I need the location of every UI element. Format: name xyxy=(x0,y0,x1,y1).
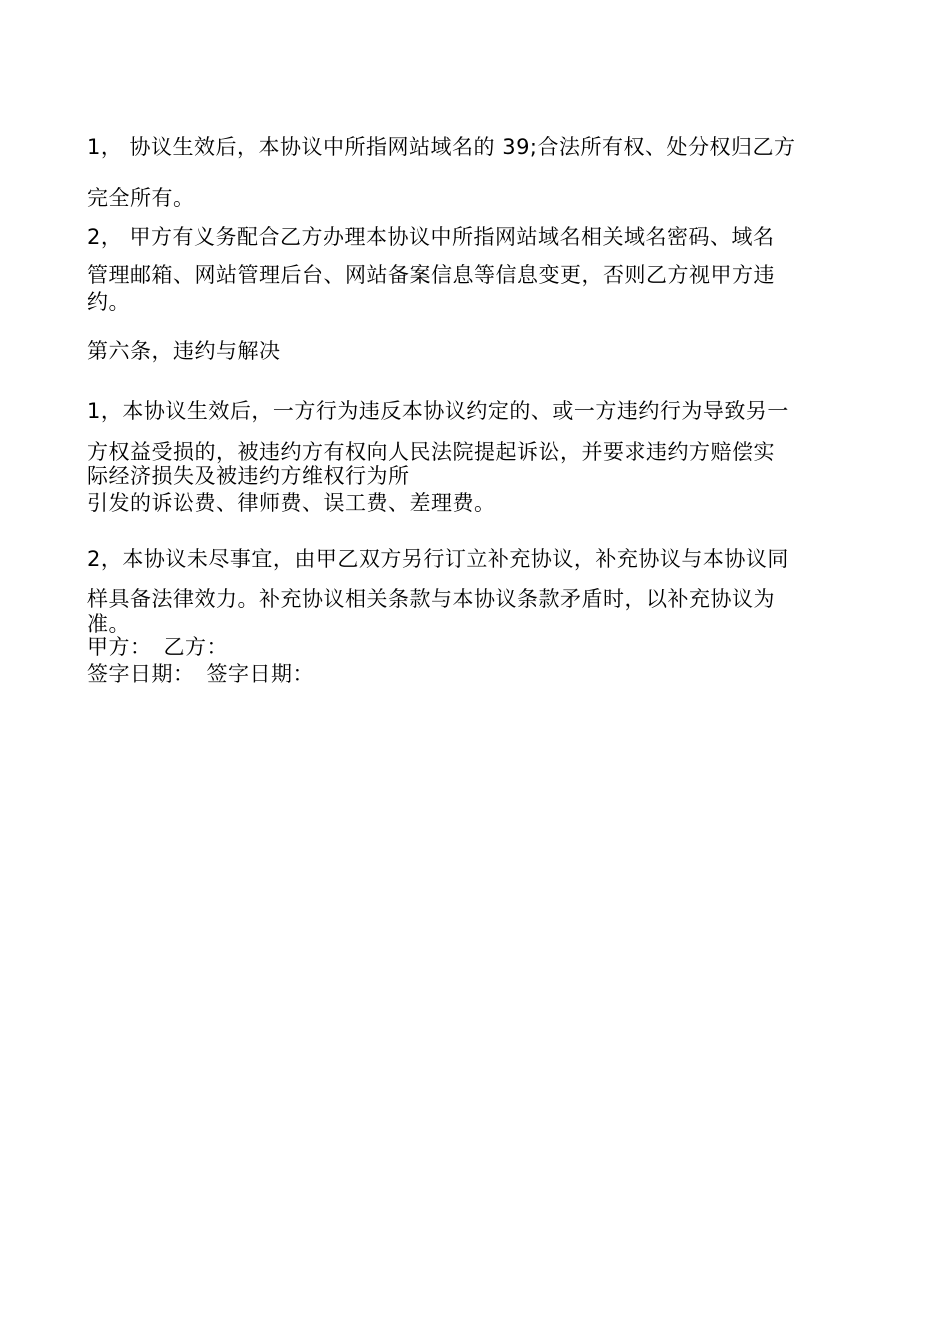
signature-date-row xyxy=(87,661,867,688)
party-a-label: 甲方： xyxy=(87,635,152,659)
paragraph-line: 方权益受损的，被违约方有权向人民法院提起诉讼，并要求违约方赔偿实 xyxy=(87,440,775,464)
paragraph-line: 2，本协议未尽事宜，由甲乙双方另行订立补充协议，补充协议与本协议同 xyxy=(87,547,789,571)
article-6-heading: 第六条，违约与解决 xyxy=(87,339,281,363)
paragraph-line: 2， 甲方有义务配合乙方办理本协议中所指网站域名相关域名密码、域名 xyxy=(87,225,775,249)
party-b-date-label: 签字日期： xyxy=(206,662,314,686)
paragraph-line: 际经济损失及被违约方维权行为所 xyxy=(87,464,410,488)
paragraph-line: 完全所有。 xyxy=(87,186,195,210)
paragraph-line: 引发的诉讼费、律师费、误工费、差理费。 xyxy=(87,491,496,515)
paragraph-line: 准。 xyxy=(87,612,130,636)
paragraph-line: 1，本协议生效后，一方行为违反本协议约定的、或一方违约行为导致另一 xyxy=(87,399,789,423)
party-signature-row xyxy=(87,634,867,661)
signature-section xyxy=(87,634,867,688)
clause-breach-paragraph xyxy=(87,396,867,517)
clause-ownership-paragraph xyxy=(87,122,867,224)
clause-cooperation-paragraph xyxy=(87,222,867,315)
paragraph-line: 样具备法律效力。补充协议相关条款与本协议条款矛盾时，以补充协议为 xyxy=(87,587,775,611)
paragraph-line: 约。 xyxy=(87,290,130,314)
party-a-date-label: 签字日期： xyxy=(87,662,195,686)
party-b-label: 乙方： xyxy=(163,635,228,659)
paragraph-line: 1， 协议生效后，本协议中所指网站域名的 39;合法所有权、处分权归乙方 xyxy=(87,135,796,159)
paragraph-line: 管理邮箱、网站管理后台、网站备案信息等信息变更，否则乙方视甲方违 xyxy=(87,263,775,287)
clause-supplement-paragraph xyxy=(87,544,867,636)
